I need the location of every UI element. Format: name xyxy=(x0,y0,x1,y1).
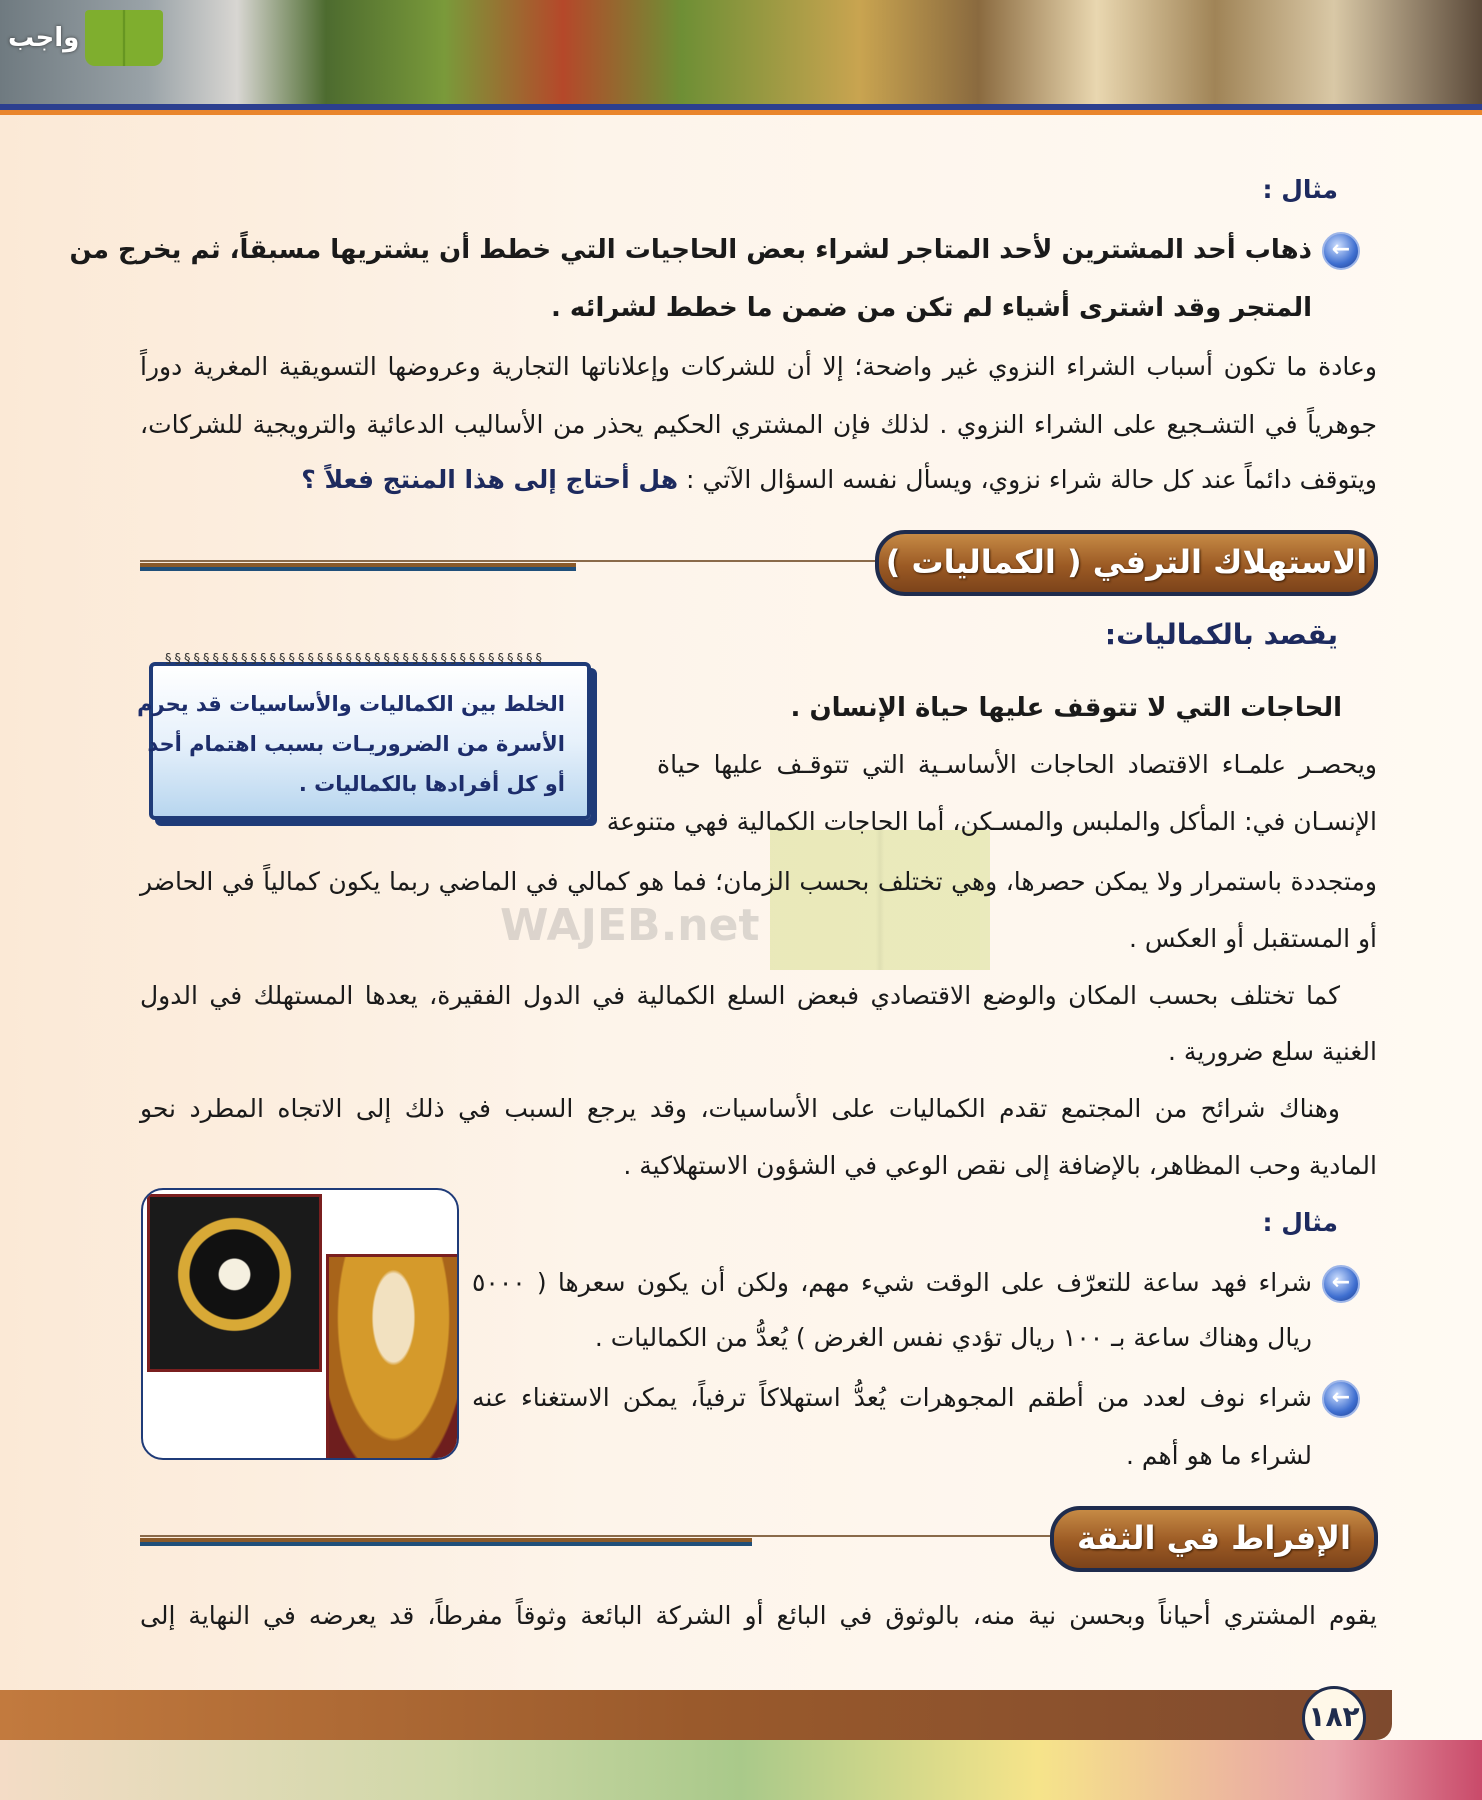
arrow-left-bullet-icon: ← xyxy=(1322,232,1360,270)
note-line: أو كل أفرادها بالكماليات . xyxy=(298,772,565,796)
book-icon xyxy=(85,10,163,66)
footer-decorative-art xyxy=(0,1740,1482,1800)
section-title: الاستهلاك الترفي ( الكماليات ) xyxy=(875,530,1378,596)
page-number: ١٨٢ xyxy=(1302,1686,1366,1750)
section-divider xyxy=(140,560,880,562)
example-line: شراء نوف لعدد من أطقم المجوهرات يُعدُّ استهلاكاً ترفياً، يمكن الاستغناء عنه xyxy=(472,1383,1312,1412)
footer-bar xyxy=(0,1690,1392,1740)
paragraph-line: يقوم المشتري أحياناً وبحسن نية منه، بالوثوق في البائع أو الشركة البائعة وثوقاً مفرطاً، قد يعرضه في النهاية إلى xyxy=(140,1601,1377,1630)
paragraph-line: أو المستقبل أو العكس . xyxy=(1128,924,1377,953)
example-line: شراء فهد ساعة للتعرّف على الوقت شيء مهم، ولكن أن يكون سعرها ( ٥٠٠٠ xyxy=(472,1268,1312,1297)
logo-text: واجب xyxy=(8,23,80,53)
arrow-left-bullet-icon: ← xyxy=(1322,1380,1360,1418)
section-divider xyxy=(140,1535,1055,1537)
arrow-left-bullet-icon: ← xyxy=(1322,1265,1360,1303)
example-line: لشراء ما هو أهم . xyxy=(1125,1441,1312,1470)
spiral-rings: §§§§§§§§§§§§§§§§§§§§§§§§§§§§§§§§§§§§§§§§ xyxy=(165,652,545,666)
definition-text: الحاجات التي لا تتوقف عليها حياة الإنسان . xyxy=(790,693,1342,723)
section-divider-bar xyxy=(140,1538,752,1546)
watermark-text: WAJEB.net xyxy=(500,900,760,951)
example-label: مثال : xyxy=(1262,1208,1338,1237)
definition-label: يقصد بالكماليات: xyxy=(1104,618,1338,651)
gold-watch-image xyxy=(147,1194,322,1372)
paragraph-line: وهناك شرائح من المجتمع تقدم الكماليات على الأساسيات، وقد يرجع السبب في ذلك إلى الاتجاه المطرد نحو xyxy=(140,1094,1340,1123)
luxury-items-photo xyxy=(141,1188,459,1460)
note-line: الخلط بين الكماليات والأساسيات قد يحرم xyxy=(137,692,565,716)
section-divider-bar xyxy=(140,563,576,571)
example-label: مثال : xyxy=(1262,175,1338,204)
paragraph-line: الإنسـان في: المأكل والملبس والمسـكن، أما الحاجات الكمالية فهي متنوعة xyxy=(606,807,1377,836)
key-question: هل أحتاج إلى هذا المنتج فعلاً ؟ xyxy=(301,465,679,494)
header-stripe-orange xyxy=(0,110,1482,115)
example-line: ريال وهناك ساعة بـ ١٠٠ ريال تؤدي نفس الغرض ) يُعدُّ من الكماليات . xyxy=(594,1323,1312,1352)
note-card xyxy=(137,652,591,820)
wajeb-logo xyxy=(8,8,188,68)
paragraph-line: المادية وحب المظاهر، بالإضافة إلى نقص الوعي في الشؤون الاستهلاكية . xyxy=(623,1151,1377,1180)
example-line: ذهاب أحد المشترين لأحد المتاجر لشراء بعض الحاجيات التي خطط أن يشتريها مسبقاً، ثم يخرج من xyxy=(69,235,1312,265)
example-line: المتجر وقد اشترى أشياء لم تكن من ضمن ما خطط لشرائه . xyxy=(550,293,1312,323)
paragraph-line: جوهرياً في التشـجيع على الشراء النزوي . لذلك فإن المشتري الحكيم يحذر من الأساليب الدعائية والترويجية للشركات، xyxy=(140,410,1377,439)
note-line: الأسرة من الضروريـات بسبب اهتمام أحد xyxy=(147,732,565,756)
paragraph-line: ومتجددة باستمرار ولا يمكن حصرها، وهي تختلف بحسب الزمان؛ فما هو كمالي في الماضي ربما يكون كمالياً في الحاضر xyxy=(140,867,1377,896)
paragraph-line: كما تختلف بحسب المكان والوضع الاقتصادي فبعض السلع الكمالية في الدول الفقيرة، يعدها المستهلك في الدول xyxy=(140,981,1340,1010)
paragraph-line xyxy=(140,460,1377,500)
paragraph-text: ويتوقف دائماً عند كل حالة شراء نزوي، ويسأل نفسه السؤال الآتي : xyxy=(678,465,1377,494)
paragraph-line: ويحصـر علمـاء الاقتصاد الحاجات الأساسـية التي تتوقـف عليها حياة xyxy=(657,750,1377,779)
paragraph-line: الغنية سلع ضرورية . xyxy=(1168,1037,1377,1066)
section-title: الإفراط في الثقة xyxy=(1050,1506,1378,1572)
paragraph-line: وعادة ما تكون أسباب الشراء النزوي غير واضحة؛ إلا أن للشركات وإعلاناتها التجارية وعروضها التسويقية المغرية دوراً xyxy=(140,352,1377,381)
header-banner-image xyxy=(0,0,1482,108)
gold-necklace-image xyxy=(326,1254,459,1460)
